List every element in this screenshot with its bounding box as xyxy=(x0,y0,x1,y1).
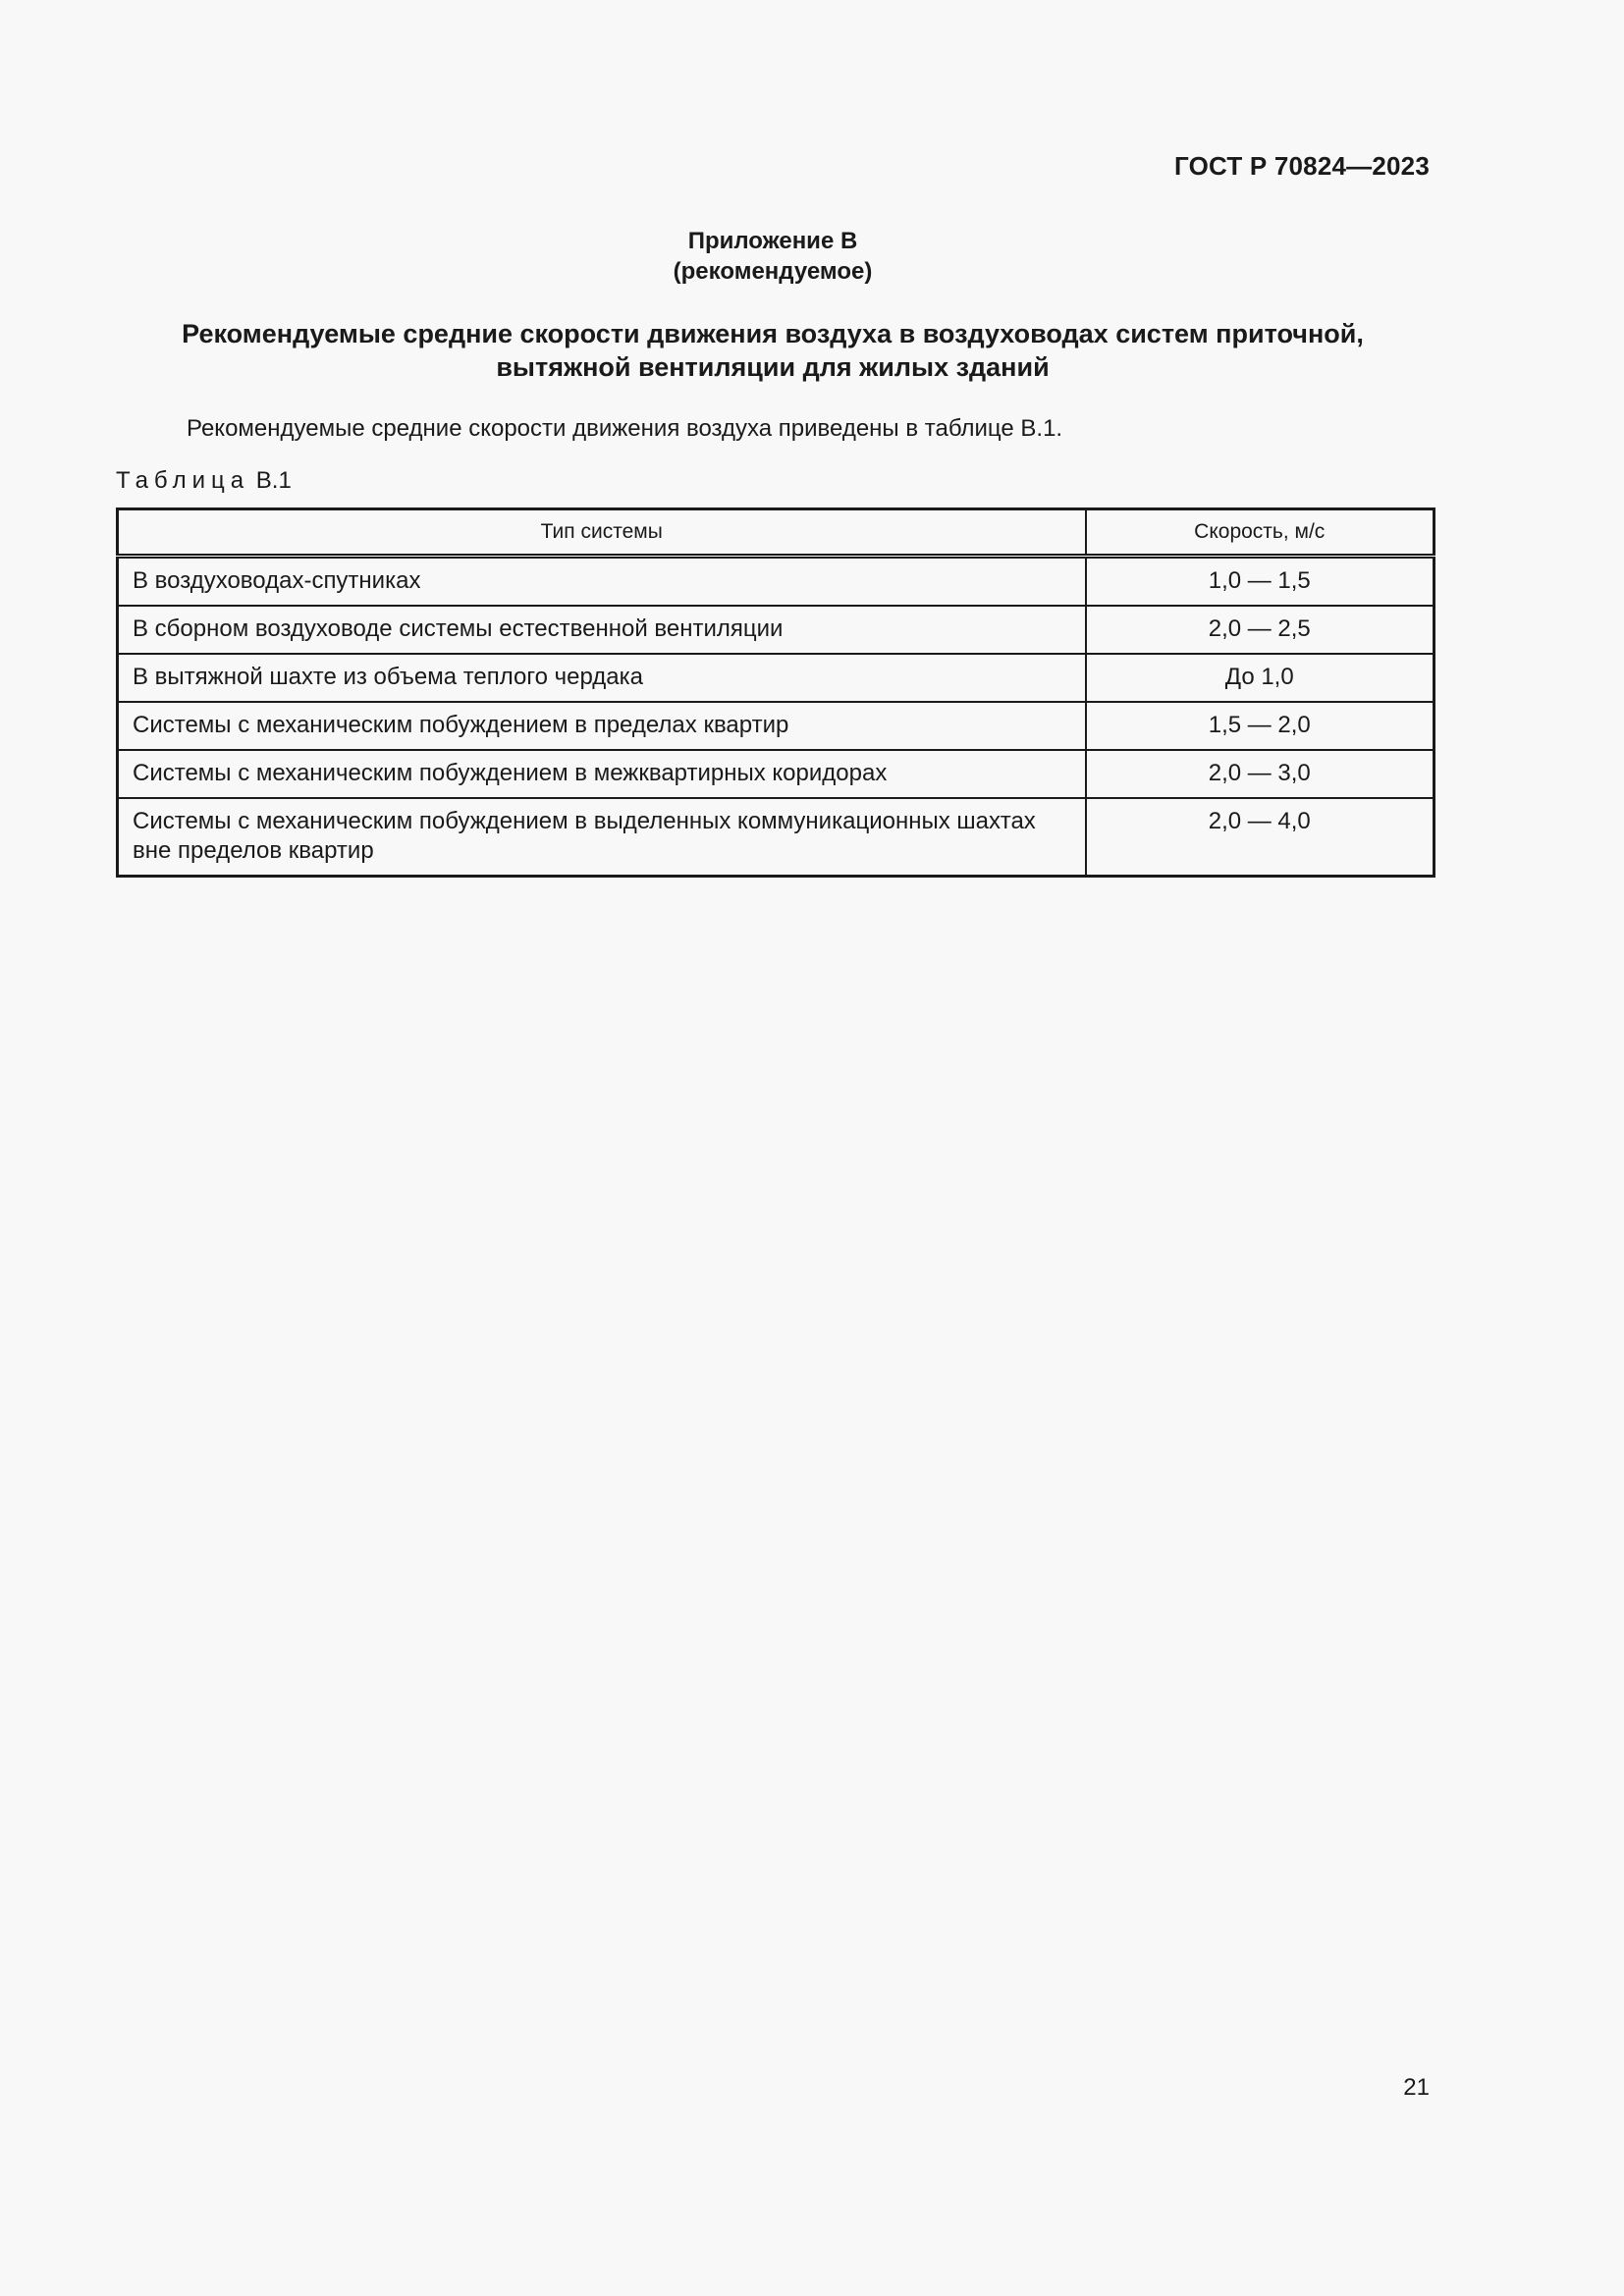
page-number: 21 xyxy=(1403,2074,1430,2101)
speed-cell: 1,5 — 2,0 xyxy=(1086,702,1435,750)
header-speed: Скорость, м/с xyxy=(1086,509,1435,557)
speed-cell: 1,0 — 1,5 xyxy=(1086,557,1435,607)
section-title-line-1: Рекомендуемые средние скорости движения воздуха в воздуховодах систем приточной, xyxy=(182,319,1364,348)
speed-cell: 2,0 — 3,0 xyxy=(1086,750,1435,798)
table-header-row xyxy=(118,509,1435,557)
table-caption xyxy=(116,466,292,496)
system-type-cell: В воздуховодах-спутниках xyxy=(118,557,1086,607)
table-caption-number: В.1 xyxy=(255,467,292,494)
speed-cell: До 1,0 xyxy=(1086,654,1435,702)
table-caption-word: Таблица xyxy=(116,467,250,494)
intro-paragraph: Рекомендуемые средние скорости движения воздуха приведены в таблице В.1. xyxy=(187,415,1063,442)
appendix-label: Приложение В xyxy=(687,228,858,254)
system-type-cell: В сборном воздуховоде системы естественной вентиляции xyxy=(118,606,1086,654)
table-row xyxy=(118,750,1435,798)
speed-cell: 2,0 — 4,0 xyxy=(1086,798,1435,877)
system-type-cell: Системы с механическим побуждением в пределах квартир xyxy=(118,702,1086,750)
document-code: ГОСТ Р 70824—2023 xyxy=(1174,151,1430,181)
table-row xyxy=(118,557,1435,607)
appendix-status: (рекомендуемое) xyxy=(673,258,873,285)
speed-cell: 2,0 — 2,5 xyxy=(1086,606,1435,654)
system-type-cell: Системы с механическим побуждением в выделенных коммуникационных шахтах вне пределов квартир xyxy=(118,798,1086,877)
appendix-heading xyxy=(0,226,1545,287)
system-type-cell: В вытяжной шахте из объема теплого чердака xyxy=(118,654,1086,702)
table-row xyxy=(118,606,1435,654)
table-row xyxy=(118,798,1435,877)
table-row xyxy=(118,654,1435,702)
header-system-type: Тип системы xyxy=(118,509,1086,557)
air-speed-table xyxy=(116,507,1435,878)
section-title xyxy=(0,317,1545,384)
system-type-cell: Системы с механическим побуждением в межквартирных коридорах xyxy=(118,750,1086,798)
table-row xyxy=(118,702,1435,750)
section-title-line-2: вытяжной вентиляции для жилых зданий xyxy=(496,352,1050,382)
